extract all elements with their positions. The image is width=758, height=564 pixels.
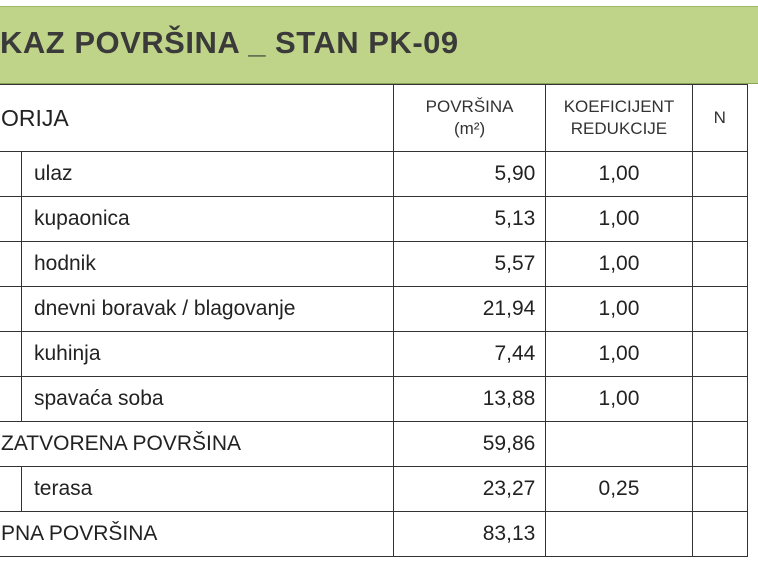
header-area (393, 85, 545, 152)
terrace-coef: 0,25 (546, 467, 692, 512)
room-area: 21,94 (393, 287, 545, 332)
table-header-row (0, 85, 748, 152)
grand-total-extra (692, 512, 747, 557)
room-name: spavaća soba (21, 377, 393, 422)
closed-total-coef (546, 422, 692, 467)
grand-total-coef (546, 512, 692, 557)
title-banner (0, 6, 758, 84)
header-category-label: ORIJA (1, 104, 69, 131)
room-extra (692, 287, 747, 332)
header-area-label: POVRŠINA (425, 97, 514, 116)
room-coef: 1,00 (546, 287, 692, 332)
table-row (0, 152, 748, 197)
header-extra (692, 85, 747, 152)
terrace-name: terasa (21, 467, 393, 512)
header-coef-line1: KOEFICIJENT (563, 97, 675, 116)
header-category (0, 85, 393, 152)
room-name: kupaonica (21, 197, 393, 242)
closed-total-label: ZATVORENA POVRŠINA (0, 422, 393, 467)
table-row (0, 332, 748, 377)
terrace-area: 23,27 (393, 467, 545, 512)
header-coefficient (546, 85, 692, 152)
room-extra (692, 197, 747, 242)
room-area: 7,44 (393, 332, 545, 377)
room-extra (692, 242, 747, 287)
room-area: 5,90 (393, 152, 545, 197)
room-name: ulaz (21, 152, 393, 197)
table-row (0, 197, 748, 242)
room-area: 5,57 (393, 242, 545, 287)
terrace-extra (692, 467, 747, 512)
row-marker (0, 242, 21, 287)
header-extra-label: N (713, 108, 726, 127)
row-marker (0, 197, 21, 242)
room-coef: 1,00 (546, 332, 692, 377)
room-coef: 1,00 (546, 242, 692, 287)
room-coef: 1,00 (546, 377, 692, 422)
header-coef-line2: REDUKCIJE (570, 119, 668, 138)
grand-total-label: PNA POVRŠINA (0, 512, 393, 557)
row-marker (0, 467, 21, 512)
room-name: kuhinja (21, 332, 393, 377)
room-name: dnevni boravak / blagovanje (21, 287, 393, 332)
row-marker (0, 332, 21, 377)
room-extra (692, 332, 747, 377)
room-area: 5,13 (393, 197, 545, 242)
room-coef: 1,00 (546, 197, 692, 242)
header-area-unit: (m²) (454, 119, 486, 138)
table-row (0, 287, 748, 332)
row-marker (0, 377, 21, 422)
closed-total-row (0, 422, 748, 467)
area-table (0, 84, 748, 557)
page-title: KAZ POVRŠINA _ STAN PK-09 (0, 25, 459, 60)
row-marker (0, 287, 21, 332)
room-extra (692, 152, 747, 197)
closed-total-area: 59,86 (393, 422, 545, 467)
table-row (0, 242, 748, 287)
closed-total-extra (692, 422, 747, 467)
terrace-row (0, 467, 748, 512)
room-extra (692, 377, 747, 422)
room-area: 13,88 (393, 377, 545, 422)
room-coef: 1,00 (546, 152, 692, 197)
table-row (0, 377, 748, 422)
grand-total-row (0, 512, 748, 557)
room-name: hodnik (21, 242, 393, 287)
grand-total-area: 83,13 (393, 512, 545, 557)
row-marker (0, 152, 21, 197)
